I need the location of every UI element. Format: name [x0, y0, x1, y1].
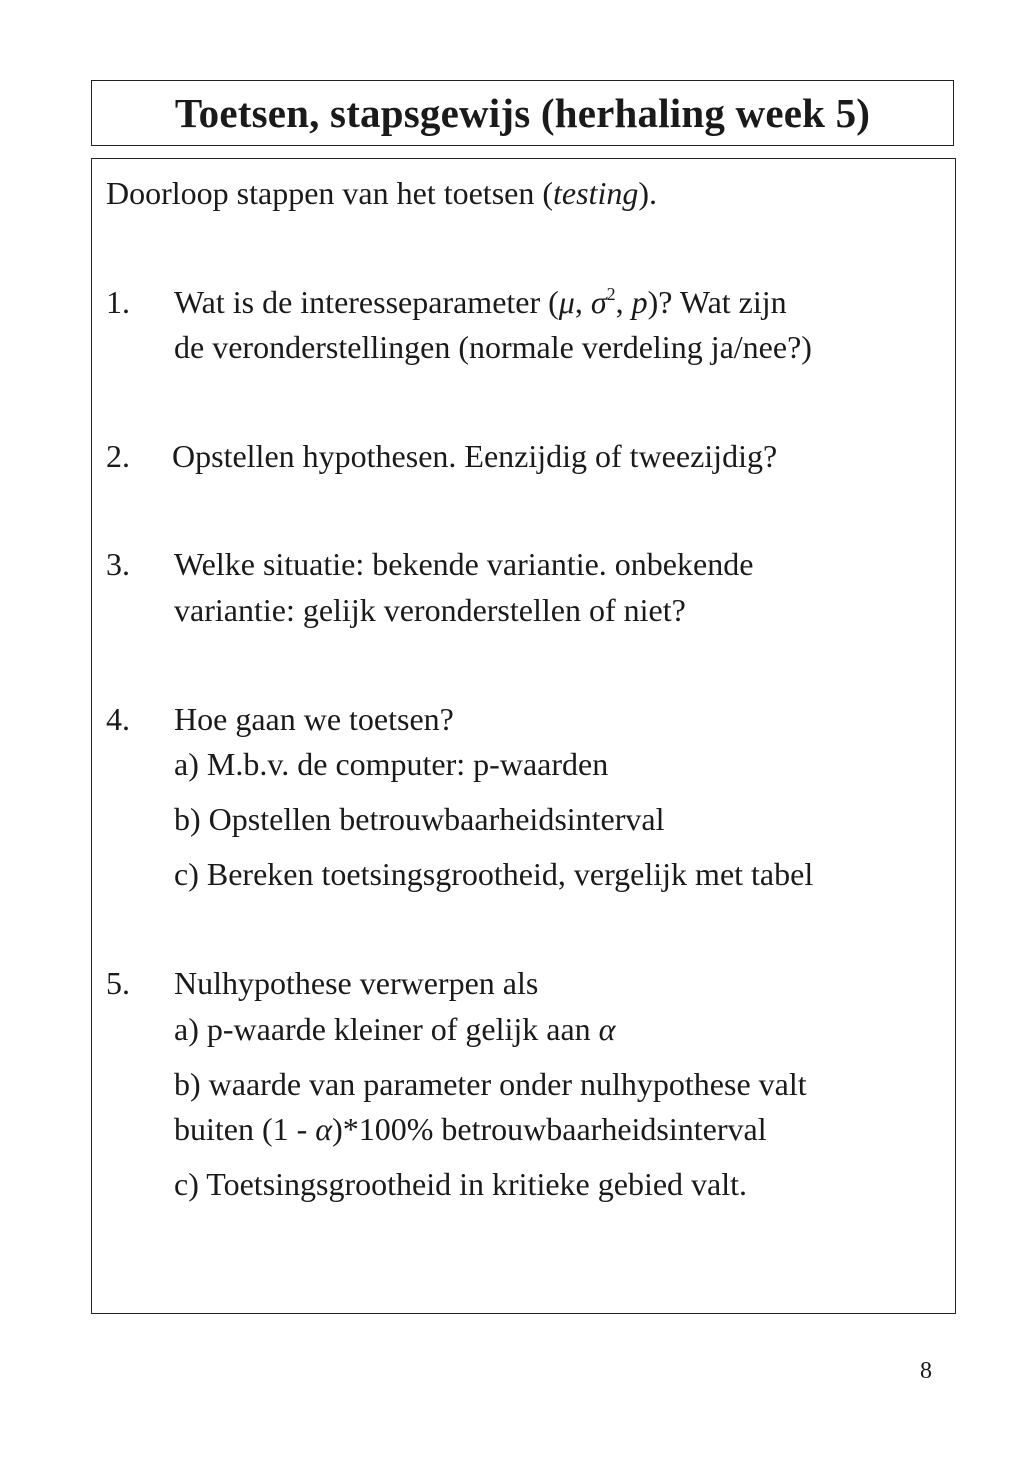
intro-text-before: Doorloop stappen van het toetsen ( [106, 175, 553, 211]
item-2-number: 2. [106, 438, 130, 474]
item-5-sub-a [174, 1007, 615, 1052]
item-5-sub-b-text-after: )*100% betrouwbaarheidsinterval [332, 1111, 767, 1147]
item-1-line-1 [174, 280, 787, 325]
intro-italic-term: testing [553, 175, 639, 211]
item-4-number: 4. [106, 701, 130, 737]
item-5-sub-b-line-1: b) waarde van parameter onder nulhypothese valt [174, 1066, 807, 1102]
item-2-line-1: Opstellen hypothesen. Eenzijdig of tweezijdig? [172, 438, 778, 474]
page-number: 8 [920, 1358, 932, 1384]
item-1-text-after: )? Wat zijn [647, 284, 787, 320]
p-symbol: p [631, 284, 648, 320]
item-5-line-1: Nulhypothese verwerpen als [174, 965, 539, 1001]
item-4-sub-b: b) Opstellen betrouwbaarheidsinterval [174, 801, 665, 837]
item-1-text-before: Wat is de interesseparameter ( [174, 284, 559, 320]
alpha-symbol: α [598, 1011, 616, 1047]
item-1-comma-1: , [574, 284, 591, 320]
content-box [91, 158, 956, 1314]
item-5-sub-b-line-2 [174, 1107, 767, 1152]
item-4-sub-a: a) M.b.v. de computer: p-waarden [174, 746, 609, 782]
mu-symbol: μ [558, 284, 575, 320]
item-3-line-2: variantie: gelijk veronderstellen of niet? [174, 592, 686, 628]
title-box [91, 80, 954, 146]
item-1-number: 1. [106, 284, 130, 320]
item-1-line-2: de veronderstellingen (normale verdeling ja/nee?) [174, 329, 812, 365]
item-5-sub-b-text-before: buiten (1 - [174, 1111, 316, 1147]
item-4-line-1: Hoe gaan we toetsen? [174, 701, 454, 737]
alpha-symbol: α [315, 1111, 333, 1147]
item-5-number: 5. [106, 965, 130, 1001]
sigma-symbol: σ [590, 284, 607, 320]
item-5-sub-a-text: a) p-waarde kleiner of gelijk aan [174, 1011, 599, 1047]
intro-text-after: ). [638, 175, 657, 211]
intro-text [106, 171, 657, 216]
item-3-number: 3. [106, 546, 130, 582]
sigma-exponent: 2 [606, 284, 616, 304]
page-title: Toetsen, stapsgewijs (herhaling week 5) [174, 90, 871, 136]
item-3-line-1: Welke situatie: bekende variantie. onbekende [174, 546, 754, 582]
item-5-sub-c: c) Toetsingsgrootheid in kritieke gebied valt. [174, 1166, 748, 1202]
item-4-sub-c: c) Bereken toetsingsgrootheid, vergelijk met tabel [174, 856, 814, 892]
item-1-comma-2: , [615, 284, 632, 320]
